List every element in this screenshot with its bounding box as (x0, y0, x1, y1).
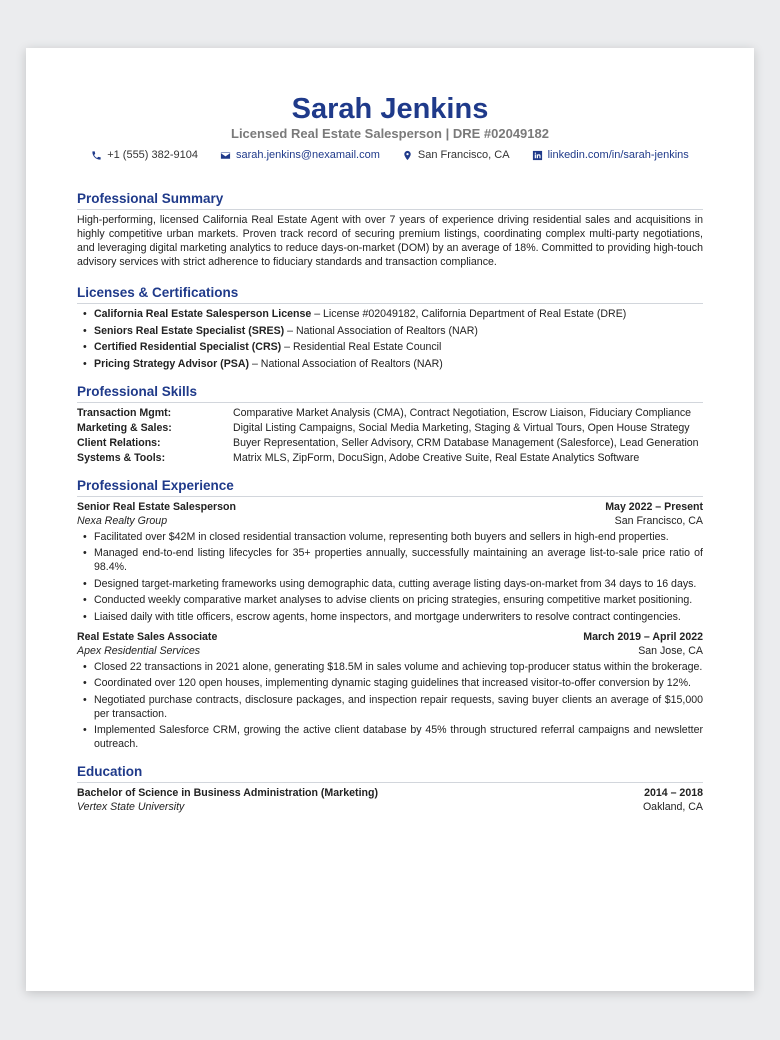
job-location: San Francisco, CA (614, 514, 703, 527)
license-item (77, 340, 703, 354)
license-item (77, 307, 703, 321)
job-dates: March 2019 – April 2022 (583, 630, 703, 643)
skill-values: Matrix MLS, ZipForm, DocuSign, Adobe Creative Suite, Real Estate Analytics Software (233, 451, 640, 464)
contact-linkedin[interactable] (532, 148, 689, 162)
envelope-icon (220, 150, 231, 161)
resume-page (26, 48, 754, 991)
job-entry (77, 500, 703, 624)
experience-section (77, 477, 703, 752)
skills-section (77, 383, 703, 465)
skills-row (77, 451, 703, 465)
skill-values: Buyer Representation, Seller Advisory, CRM Database Management (Salesforce), Lead Generation (233, 436, 699, 449)
degree: Bachelor of Science in Business Administration (Marketing) (77, 787, 379, 799)
job-title: Real Estate Sales Associate (77, 630, 218, 643)
job-company: Nexa Realty Group (77, 514, 168, 527)
candidate-headline: Licensed Real Estate Salesperson | DRE #02049182 (231, 126, 549, 141)
job-dates: May 2022 – Present (605, 500, 703, 513)
job-bullet: • Designed target-marketing frameworks using demographic data, cutting average listing days-on-market from 34 days to 16 days. (77, 577, 703, 591)
job-bullet: • Conducted weekly comparative market analyses to advise clients on pricing strategies, ensuring competitive market positioning. (77, 593, 703, 607)
job-bullet: • Facilitated over $42M in closed residential transaction volume, representing both buyers and sellers in high-end properties. (77, 530, 703, 544)
skill-category: Marketing & Sales: (77, 421, 172, 434)
skills-row (77, 436, 703, 450)
job-bullet: • Liaised daily with title officers, escrow agents, home inspectors, and mortgage underwriters to resolve contract contingencies. (77, 610, 703, 624)
contact-email[interactable] (220, 148, 380, 162)
school: Vertex State University (77, 801, 185, 813)
summary-heading: Professional Summary (77, 190, 703, 210)
skill-values: Digital Listing Campaigns, Social Media Marketing, Staging & Virtual Tours, Open House Strategy (233, 421, 690, 434)
license-detail: – National Association of Realtors (NAR) (249, 357, 443, 370)
job-bullet: • Closed 22 transactions in 2021 alone, generating $18.5M in sales volume and achieving top-producer status within the brokerage. (77, 660, 703, 674)
education-location: Oakland, CA (642, 801, 703, 813)
job-location: San Jose, CA (638, 644, 703, 657)
skill-category: Systems & Tools: (77, 451, 166, 464)
license-name: Certified Residential Specialist (CRS) (94, 341, 282, 353)
linkedin-icon (532, 150, 543, 161)
summary-section (77, 190, 703, 269)
job-title: Senior Real Estate Salesperson (77, 500, 236, 513)
contact-phone (91, 148, 198, 162)
contact-location (402, 148, 510, 162)
education-heading: Education (77, 763, 703, 783)
education-dates: 2014 – 2018 (644, 787, 703, 799)
job-bullet: • Implemented Salesforce CRM, growing the active client database by 45% through structured referral campaigns and newsletter outreach. (77, 723, 703, 751)
job-bullet: • Coordinated over 120 open houses, implementing dynamic staging guidelines that increased visitor-to-offer conversion by 12%. (77, 676, 703, 690)
skills-heading: Professional Skills (77, 383, 703, 403)
experience-heading: Professional Experience (77, 477, 703, 497)
skill-category: Client Relations: (77, 436, 161, 449)
skill-values: Comparative Market Analysis (CMA), Contract Negotiation, Escrow Liaison, Fiduciary Compliance (233, 406, 692, 419)
skills-row (77, 406, 703, 420)
summary-text: High-performing, licensed California Real Estate Agent with over 7 years of experience driving residential sales and acquisitions in highly competitive urban markets. Proven track record of securing premium listings, coordinating complex multi-party negotiations, and leveraging digital marketing analytics to reduce days-on-market (DOM) by an average of 18%. Committed to providing high-touch advisory services with strict adherence to fiduciary standards and transaction compliance. (77, 214, 703, 268)
license-name: Seniors Real Estate Specialist (SRES) (94, 324, 285, 337)
map-pin-icon (402, 150, 413, 161)
email-link[interactable]: sarah.jenkins@nexamail.com (236, 149, 380, 161)
linkedin-link[interactable]: linkedin.com/in/sarah-jenkins (547, 149, 689, 161)
job-bullet: • Negotiated purchase contracts, disclosure packages, and inspection repair requests, saving buyer clients an average of $15,000 per transaction. (77, 693, 703, 721)
phone-icon (91, 150, 102, 161)
license-detail: – National Association of Realtors (NAR) (284, 324, 478, 337)
license-name: Pricing Strategy Advisor (PSA) (94, 357, 250, 370)
license-name: California Real Estate Salesperson License (94, 308, 312, 320)
license-item (77, 324, 703, 338)
license-detail: – License #02049182, California Department of Real Estate (DRE) (311, 308, 627, 320)
job-bullet: • Managed end-to-end listing lifecycles for 35+ properties annually, successfully maintaining an average list-to-sale price ratio of 98.4%. (77, 546, 703, 574)
licenses-heading: Licenses & Certifications (77, 284, 703, 304)
contact-bar (77, 148, 703, 162)
candidate-name: Sarah Jenkins (291, 93, 489, 125)
skills-row (77, 421, 703, 435)
phone-text: +1 (555) 382-9104 (107, 149, 199, 161)
location-text: San Francisco, CA (417, 149, 510, 161)
job-company: Apex Residential Services (77, 644, 201, 657)
skill-category: Transaction Mgmt: (77, 406, 172, 419)
education-section (77, 763, 703, 814)
license-detail: – Residential Real Estate Council (281, 341, 442, 353)
job-entry (77, 630, 703, 752)
licenses-section (77, 284, 703, 371)
license-item (77, 357, 703, 371)
